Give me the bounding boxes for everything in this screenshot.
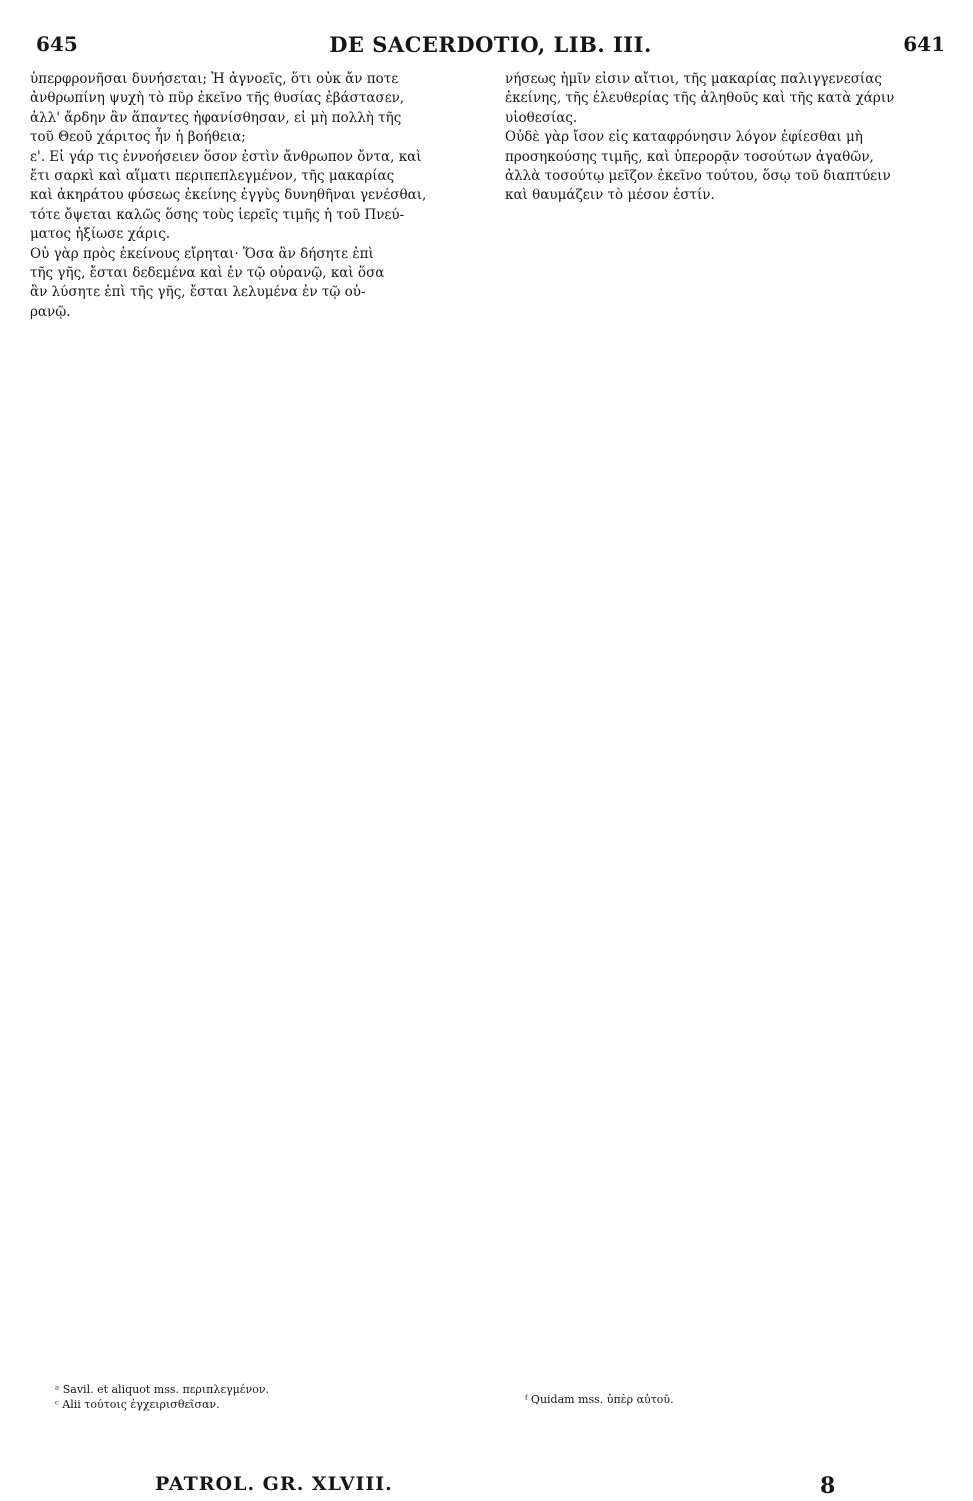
text-line: ἂν λύσητε ἐπὶ τῆς γῆς, ἔσται λελυμένα ἐν τῷ οὐ- <box>30 284 366 301</box>
signature-mark: PATROL. GR. XLVIII. <box>155 1473 393 1495</box>
text-line: τοῦ Θεοῦ χάριτος ἦν ἡ βοήθεια; <box>30 129 246 146</box>
footnotes-right <box>525 1392 950 1407</box>
text-line: καὶ θαυμάζειν τὸ μέσον ἐστίν. <box>505 187 715 204</box>
footnote: ᶠ Quidam mss. ὑπὲρ αὐτοῦ. <box>525 1393 674 1406</box>
text-line: καὶ ἀκηράτου φύσεως ἐκείνης ἐγγὺς δυνηθῆναι γενέσθαι, <box>30 187 427 204</box>
text-line: υἱοθεσίας. <box>505 109 578 126</box>
text-line: ἀλλὰ τοσούτῳ μεῖζον ἐκεῖνο τούτου, ὅσῳ τοῦ διαπτύειν <box>505 168 891 185</box>
footnote: ᵃ Savil. et aliquot mss. περιπλεγμένον. <box>55 1383 270 1396</box>
page-number-right: 641 <box>903 32 945 56</box>
gathering-number: 8 <box>820 1473 836 1499</box>
text-line: ἀλλ' ἄρδην ἂν ἅπαντες ἠφανίσθησαν, εἰ μὴ πολλὴ τῆς <box>30 109 402 126</box>
text-line: ὑπερφρονῆσαι δυνήσεται; Ἡ ἀγνοεῖς, ὅτι οὐκ ἄν ποτε <box>30 71 399 87</box>
text-line: τότε ὄψεται καλῶς ὅσης τοὺς ἱερεῖς τιμῆς ἡ τοῦ Πνεύ- <box>30 206 405 223</box>
text-line: ματος ἠξίωσε χάρις. <box>30 226 171 243</box>
text-line: ἔτι σαρκὶ καὶ αἵματι περιπεπλεγμένον, τῆς μακαρίας <box>30 168 395 185</box>
footnotes-left <box>55 1382 475 1412</box>
text-line: Οὐ γὰρ πρὸς ἐκείνους εἴρηται· Ὅσα ἂν δήσητε ἐπὶ <box>30 245 374 262</box>
footnote: ᶜ Alii τούτοις ἐγχειρισθεῖσαν. <box>55 1398 220 1411</box>
page-number-left: 645 <box>36 32 78 56</box>
running-title: DE SACERDOTIO, LIB. III. <box>329 32 652 57</box>
right-column <box>505 70 950 206</box>
text-line: ἀνθρωπίνη ψυχὴ τὸ πῦρ ἐκεῖνο τῆς θυσίας ἐβάστασεν, <box>30 90 405 107</box>
text-line: προσηκούσης τιμῆς, καὶ ὑπερορᾷν τοσούτων ἀγαθῶν, <box>505 148 874 165</box>
text-line: ε'. Εἰ γάρ τις ἐννοήσειεν ὅσον ἐστὶν ἄνθρωπον ὄντα, καὶ <box>30 148 422 165</box>
text-line: Οὐδὲ γὰρ ἴσον εἰς καταφρόνησιν λόγον ἐφίεσθαι μὴ <box>505 129 863 146</box>
text-line: ἐκείνης, τῆς ἐλευθερίας τῆς ἀληθοῦς καὶ τῆς κατὰ χάριν <box>505 90 895 107</box>
text-line: τῆς γῆς, ἔσται δεδεμένα καὶ ἐν τῷ οὐρανῷ, καὶ ὅσα <box>30 265 385 282</box>
text-line: ρανῷ. <box>30 303 71 320</box>
running-header <box>30 16 951 56</box>
left-column <box>30 70 475 322</box>
text-line: νήσεως ἡμῖν εἰσιν αἴτιοι, τῆς μακαρίας παλιγγενεσίας <box>505 71 882 87</box>
